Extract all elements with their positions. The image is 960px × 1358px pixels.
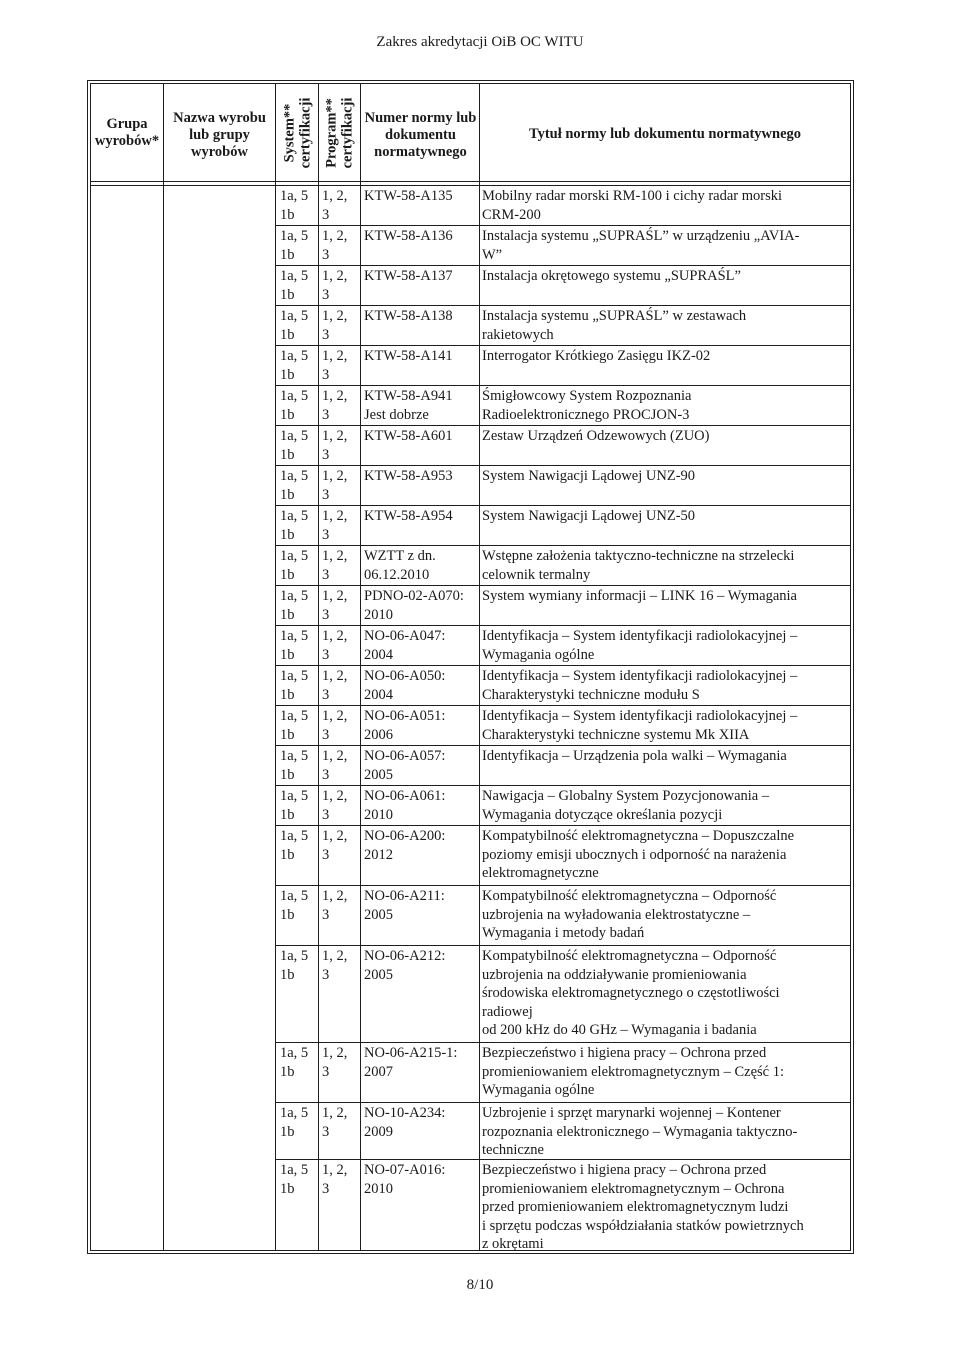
row-standard-number: NO-10-A234: 2009 [364,1105,446,1140]
header-system-label: System** certyfikacji [281,97,313,168]
row-system-cell: 1a, 5 1b [280,1045,309,1080]
row-standard-number: KTW-58-A135 [364,188,453,204]
header-system [276,84,318,181]
row-program-cell: 1, 2, 3 [322,668,348,703]
row-standard-title: Instalacja systemu „SUPRAŚL” w urządzeniu „AVIA- W” [482,228,800,263]
row-standard-title: Kompatybilność elektromagnetyczna – Odporność uzbrojenia na oddziaływanie promieniowania środowiska elektromagnetycznego o częstotliwości radiowej od 200 kHz do 40 GHz – Wymagania i badania [482,948,780,1039]
row-system-cell: 1a, 5 1b [280,708,309,743]
row-standard-title: Identyfikacja – System identyfikacji radiolokacyjnej – Charakterystyki techniczne modułu S [482,668,798,703]
page-number: 8/10 [466,1277,494,1293]
row-standard-title: System Nawigacji Lądowej UNZ-50 [482,508,696,524]
row-system-cell: 1a, 5 1b [280,828,309,863]
row-standard-number: NO-06-A050: 2004 [364,668,446,703]
row-system-cell: 1a, 5 1b [280,1105,309,1140]
row-program-cell: 1, 2, 3 [322,548,348,583]
row-system-cell: 1a, 5 1b [280,748,309,783]
row-program-cell: 1, 2, 3 [322,588,348,623]
row-divider [276,465,850,466]
header-divider [90,181,850,182]
row-divider [276,265,850,266]
row-divider [276,825,850,826]
row-system-cell: 1a, 5 1b [280,508,309,543]
row-standard-number: KTW-58-A941 Jest dobrze [364,388,453,423]
row-standard-title: System Nawigacji Lądowej UNZ-90 [482,468,696,484]
row-standard-number: KTW-58-A136 [364,228,453,244]
table-frame-left-inner [90,83,91,1250]
header-group: Grupa wyrobów* [94,116,160,149]
row-program-cell: 1, 2, 3 [322,188,348,223]
row-standard-number: PDNO-02-A070: 2010 [364,588,464,623]
row-divider [276,625,850,626]
row-program-cell: 1, 2, 3 [322,708,348,743]
row-standard-title: Kompatybilność elektromagnetyczna – Odporność uzbrojenia na wyładowania elektrostatyczne – Wymagania i metody badań [482,888,777,942]
row-standard-number: NO-06-A057: 2005 [364,748,446,783]
header-program [319,84,360,181]
row-system-cell: 1a, 5 1b [280,1162,309,1197]
row-divider [276,705,850,706]
row-program-cell: 1, 2, 3 [322,748,348,783]
table-frame-left [87,80,88,1253]
row-standard-title: Zestaw Urządzeń Odzewowych (ZUO) [482,428,710,444]
row-standard-number: NO-06-A061: 2010 [364,788,446,823]
column-divider [163,83,164,1250]
row-standard-title: Identyfikacja – System identyfikacji radiolokacyjnej – Wymagania ogólne [482,628,798,663]
row-program-cell: 1, 2, 3 [322,828,348,863]
row-system-cell: 1a, 5 1b [280,588,309,623]
row-system-cell: 1a, 5 1b [280,628,309,663]
row-program-cell: 1, 2, 3 [322,388,348,423]
row-system-cell: 1a, 5 1b [280,948,309,983]
row-divider [276,585,850,586]
row-divider [276,425,850,426]
page-header: Zakres akredytacji OiB OC WITU [376,34,584,50]
column-divider [360,83,361,1250]
header-program-label: Program** certyfikacji [323,97,356,168]
row-divider [276,665,850,666]
row-divider [276,345,850,346]
row-system-cell: 1a, 5 1b [280,268,309,303]
row-standard-number: KTW-58-A954 [364,508,453,524]
row-program-cell: 1, 2, 3 [322,1162,348,1197]
row-standard-title: Śmigłowcowy System Rozpoznania Radioelektronicznego PROCJON-3 [482,388,692,423]
row-system-cell: 1a, 5 1b [280,388,309,423]
row-standard-title: Interrogator Krótkiego Zasięgu IKZ-02 [482,348,711,364]
row-standard-number: KTW-58-A137 [364,268,453,284]
row-standard-number: NO-06-A215-1: 2007 [364,1045,458,1080]
row-system-cell: 1a, 5 1b [280,888,309,923]
row-standard-number: KTW-58-A601 [364,428,453,444]
row-system-cell: 1a, 5 1b [280,308,309,343]
row-divider [276,505,850,506]
row-divider [276,225,850,226]
row-program-cell: 1, 2, 3 [322,628,348,663]
row-program-cell: 1, 2, 3 [322,508,348,543]
table-frame-right [853,80,854,1253]
row-divider [276,305,850,306]
table-frame-right-inner [850,83,851,1250]
row-system-cell: 1a, 5 1b [280,228,309,263]
row-program-cell: 1, 2, 3 [322,1045,348,1080]
column-divider [275,83,276,1250]
row-standard-number: NO-07-A016: 2010 [364,1162,446,1197]
row-standard-number: NO-06-A051: 2006 [364,708,446,743]
row-standard-title: Nawigacja – Globalny System Pozycjonowania – Wymagania dotyczące określania pozycji [482,788,770,823]
row-standard-number: KTW-58-A953 [364,468,453,484]
row-divider [276,885,850,886]
header-product-name: Nazwa wyrobu lub grupy wyrobów [173,110,266,160]
row-system-cell: 1a, 5 1b [280,548,309,583]
row-standard-number: KTW-58-A138 [364,308,453,324]
row-standard-title: Instalacja systemu „SUPRAŚL” w zestawach rakietowych [482,308,747,343]
row-program-cell: 1, 2, 3 [322,1105,348,1140]
row-standard-title: Identyfikacja – System identyfikacji radiolokacyjnej – Charakterystyki techniczne systemu Mk XIIA [482,708,798,743]
row-system-cell: 1a, 5 1b [280,788,309,823]
row-program-cell: 1, 2, 3 [322,228,348,263]
row-program-cell: 1, 2, 3 [322,948,348,983]
row-divider [276,745,850,746]
row-program-cell: 1, 2, 3 [322,888,348,923]
row-program-cell: 1, 2, 3 [322,788,348,823]
table-frame-top-inner [90,83,850,84]
row-divider [276,385,850,386]
table-frame-top [87,80,853,81]
row-standard-title: Wstępne założenia taktyczno-techniczne na strzelecki celownik termalny [482,548,795,583]
row-divider [276,785,850,786]
row-standard-number: NO-06-A212: 2005 [364,948,446,983]
row-standard-number: WZTT z dn. 06.12.2010 [364,548,436,583]
row-divider [276,545,850,546]
row-system-cell: 1a, 5 1b [280,188,309,223]
row-standard-title: Bezpieczeństwo i higiena pracy – Ochrona przed promieniowaniem elektromagnetycznym – Część 1: Wymagania ogólne [482,1045,784,1099]
row-standard-title: Instalacja okrętowego systemu „SUPRAŚL” [482,268,741,284]
column-divider [318,83,319,1250]
row-standard-number: NO-06-A200: 2012 [364,828,446,863]
row-standard-title: Mobilny radar morski RM-100 i cichy radar morski CRM-200 [482,188,783,223]
row-program-cell: 1, 2, 3 [322,428,348,463]
row-system-cell: 1a, 5 1b [280,668,309,703]
row-standard-title: Bezpieczeństwo i higiena pracy – Ochrona przed promieniowaniem elektromagnetycznym – Ochrona przed promieniowaniem elektromagnetycznym ludzi i sprzętu podczas współdziałania statków powietrznych z okrętami [482,1162,804,1253]
row-program-cell: 1, 2, 3 [322,308,348,343]
row-divider [276,945,850,946]
row-program-cell: 1, 2, 3 [322,268,348,303]
row-standard-title: Uzbrojenie i sprzęt marynarki wojennej – Kontener rozpoznania elektronicznego – Wymagania taktyczno- techniczne [482,1105,798,1159]
row-standard-number: KTW-58-A141 [364,348,453,364]
row-system-cell: 1a, 5 1b [280,428,309,463]
row-standard-title: Identyfikacja – Urządzenia pola walki – Wymagania [482,748,787,764]
row-divider [276,1102,850,1103]
row-system-cell: 1a, 5 1b [280,348,309,383]
row-divider [276,1042,850,1043]
row-system-cell: 1a, 5 1b [280,468,309,503]
header-standard-title: Tytuł normy lub dokumentu normatywnego [528,126,802,142]
row-program-cell: 1, 2, 3 [322,348,348,383]
row-standard-title: Kompatybilność elektromagnetyczna – Dopuszczalne poziomy emisji ubocznych i odporność na narażenia elektromagnetyczne [482,828,795,882]
row-standard-title: System wymiany informacji – LINK 16 – Wymagania [482,588,797,604]
row-standard-number: NO-06-A211: 2005 [364,888,445,923]
row-standard-number: NO-06-A047: 2004 [364,628,446,663]
header-divider [90,185,850,186]
row-program-cell: 1, 2, 3 [322,468,348,503]
header-standard-number: Numer normy lub dokumentu normatywnego [364,110,477,160]
